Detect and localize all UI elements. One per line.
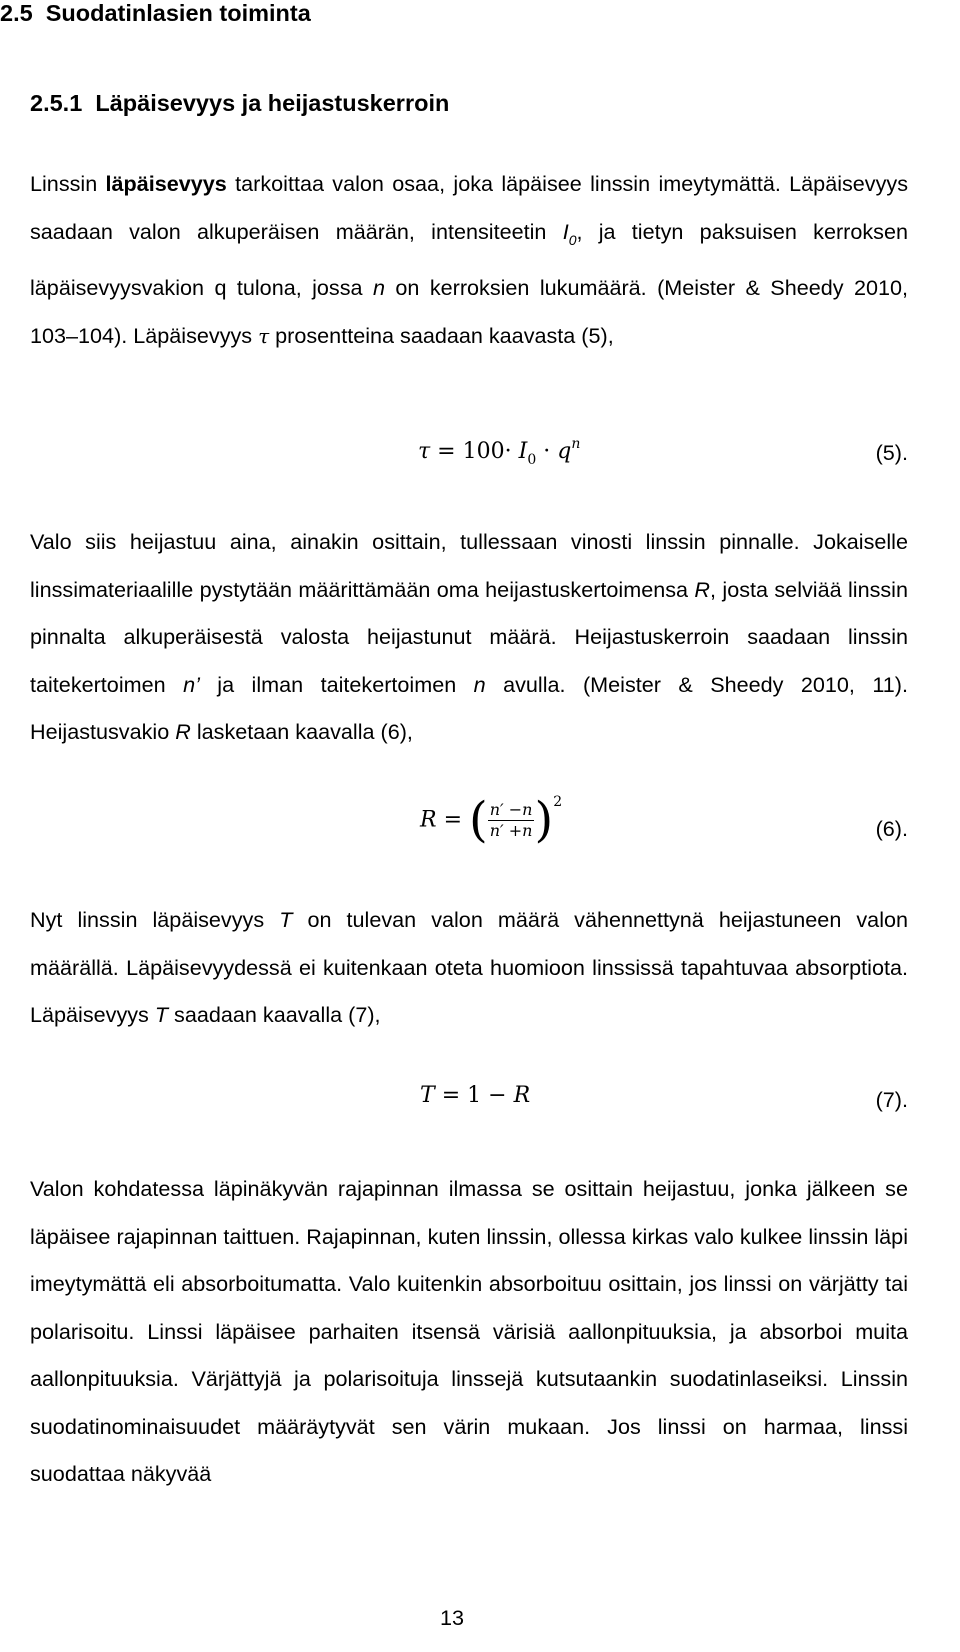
equation-7-label: (7).	[875, 1087, 908, 1112]
paragraph-absorption: Valon kohdatessa läpinäkyvän rajapinnan ilmassa se osittain heijastuu, jonka jälkeen se läpäisee rajapinnan taittuen. Rajapinnan, kuten linssin, ollessa kirkas valo kulkee linssin läpi imeytymättä eli absorboitumatta. Valo kuitenkin absorboituu osittain, jos linssi on värjätty tai polarisoitu. Linssi läpäisee parhaiten itsensä värisiä aallonpituuksia, ja absorboi muita aallonpituuksia. Värjättyjä ja polarisoituja linssejä kutsutaankin suodatinlaseiksi. Linssin suodatinominaisuudet määräytyvät sen värin mukaan. Jos linssi on harmaa, linssi suodattaa näkyvää	[30, 1176, 908, 1486]
equation-6-formula	[420, 792, 563, 848]
eq-operator: =	[443, 807, 463, 833]
subsection-number: 2.5.1	[30, 90, 83, 116]
symbol-T: T	[154, 1002, 169, 1027]
eq-operator: ·	[504, 439, 512, 464]
text-run: Nyt linssin läpäisevyys	[30, 907, 280, 932]
symbol-subscript: 0	[568, 231, 577, 248]
symbol-intensity: I	[562, 218, 569, 244]
equation-7-formula	[420, 1083, 530, 1108]
eq-symbol: R	[513, 1083, 531, 1108]
text-run: ja ilman taitekertoimen	[199, 671, 474, 697]
eq-operator: ·	[543, 439, 551, 464]
symbol-n-prime: n’	[183, 671, 200, 697]
paragraph-reflectance	[30, 518, 908, 756]
text-run: , ja tietyn paksuisen kerroksen läpäisevyysvakion q tulona, jossa	[30, 218, 908, 300]
section-title: Suodatinlasien toiminta	[45, 0, 311, 26]
eq-symbol: τ	[418, 439, 431, 464]
text-run: tarkoittaa valon osaa, joka läpäisee linssin imeytymättä. Läpäisevyys saadaan valon alkuperäisen määrän, intensiteetin	[30, 171, 908, 244]
eq-operator: −	[488, 1083, 507, 1108]
text-run: Linssin	[30, 171, 106, 196]
text-run: saadaan kaavalla (7),	[168, 1002, 381, 1027]
subsection-heading	[30, 88, 449, 118]
symbol-R: R	[694, 576, 711, 602]
symbol-tau: τ	[258, 323, 270, 348]
eq-symbol: q	[557, 439, 572, 464]
equation-6-label: (6).	[875, 816, 908, 841]
text-run: on tulevan valon määrä vähennettynä heijastuneen valon määrällä. Läpäisevyydessä ei kuitenkaan oteta huomioon linssissä tapahtuvaa absorptiota. Läpäisevyys	[30, 907, 909, 1027]
section-number: 2.5	[0, 0, 33, 26]
symbol-R: R	[175, 719, 191, 744]
paragraph-transmittance	[30, 160, 908, 360]
subsection-title: Läpäisevyys ja heijastuskerroin	[95, 90, 450, 116]
eq-fraction	[488, 800, 535, 841]
eq-superscript: 2	[553, 794, 563, 810]
text-run: , josta selviää linssin pinnalta alkuperäisestä valosta heijastunut määrä. Heijastuskerroin saadaan linssin taitekertoimen	[30, 576, 908, 697]
equation-5-label: (5).	[875, 440, 908, 465]
eq-operator: =	[441, 1083, 461, 1108]
eq-number: 1	[467, 1083, 482, 1108]
equation-6	[30, 792, 908, 866]
text-run: Valo siis heijastuu aina, ainakin osittain, tullessaan vinosti linssin pinnalle. Jokaiselle linssimateriaalille pystytään määrittämään oma heijastuskertoimensa	[30, 529, 908, 602]
page-number: 13	[440, 1605, 465, 1630]
text-run: prosentteina saadaan kaavasta (5),	[269, 322, 614, 348]
eq-paren-close: )	[534, 792, 554, 848]
term-bold: läpäisevyys	[105, 171, 227, 196]
eq-symbol: I	[518, 439, 528, 464]
text-run: on kerroksien lukumäärä. (Meister & Sheedy 2010, 103–104). Läpäisevyys	[30, 275, 908, 348]
symbol-n: n	[372, 275, 385, 300]
eq-paren-open: (	[469, 792, 488, 848]
section-heading	[0, 0, 311, 28]
symbol-n: n	[473, 671, 486, 697]
paragraph-total-transmittance	[30, 896, 908, 1039]
eq-denominator: n′ +n	[489, 820, 533, 840]
text-run: lasketaan kaavalla (6),	[190, 719, 413, 744]
eq-operator: =	[437, 439, 456, 464]
equation-5-formula	[418, 436, 580, 468]
eq-superscript: n	[571, 436, 581, 452]
equation-7	[30, 1083, 908, 1133]
equation-5	[30, 436, 908, 486]
eq-symbol: T	[420, 1083, 435, 1108]
symbol-T: T	[279, 907, 293, 932]
eq-subscript: 0	[527, 452, 537, 468]
eq-numerator: n′ −n	[489, 799, 533, 819]
eq-number: 100	[462, 439, 505, 464]
text-run: avulla. (Meister & Sheedy 2010, 11). Heijastusvakio	[30, 671, 908, 744]
eq-symbol: R	[420, 807, 437, 833]
